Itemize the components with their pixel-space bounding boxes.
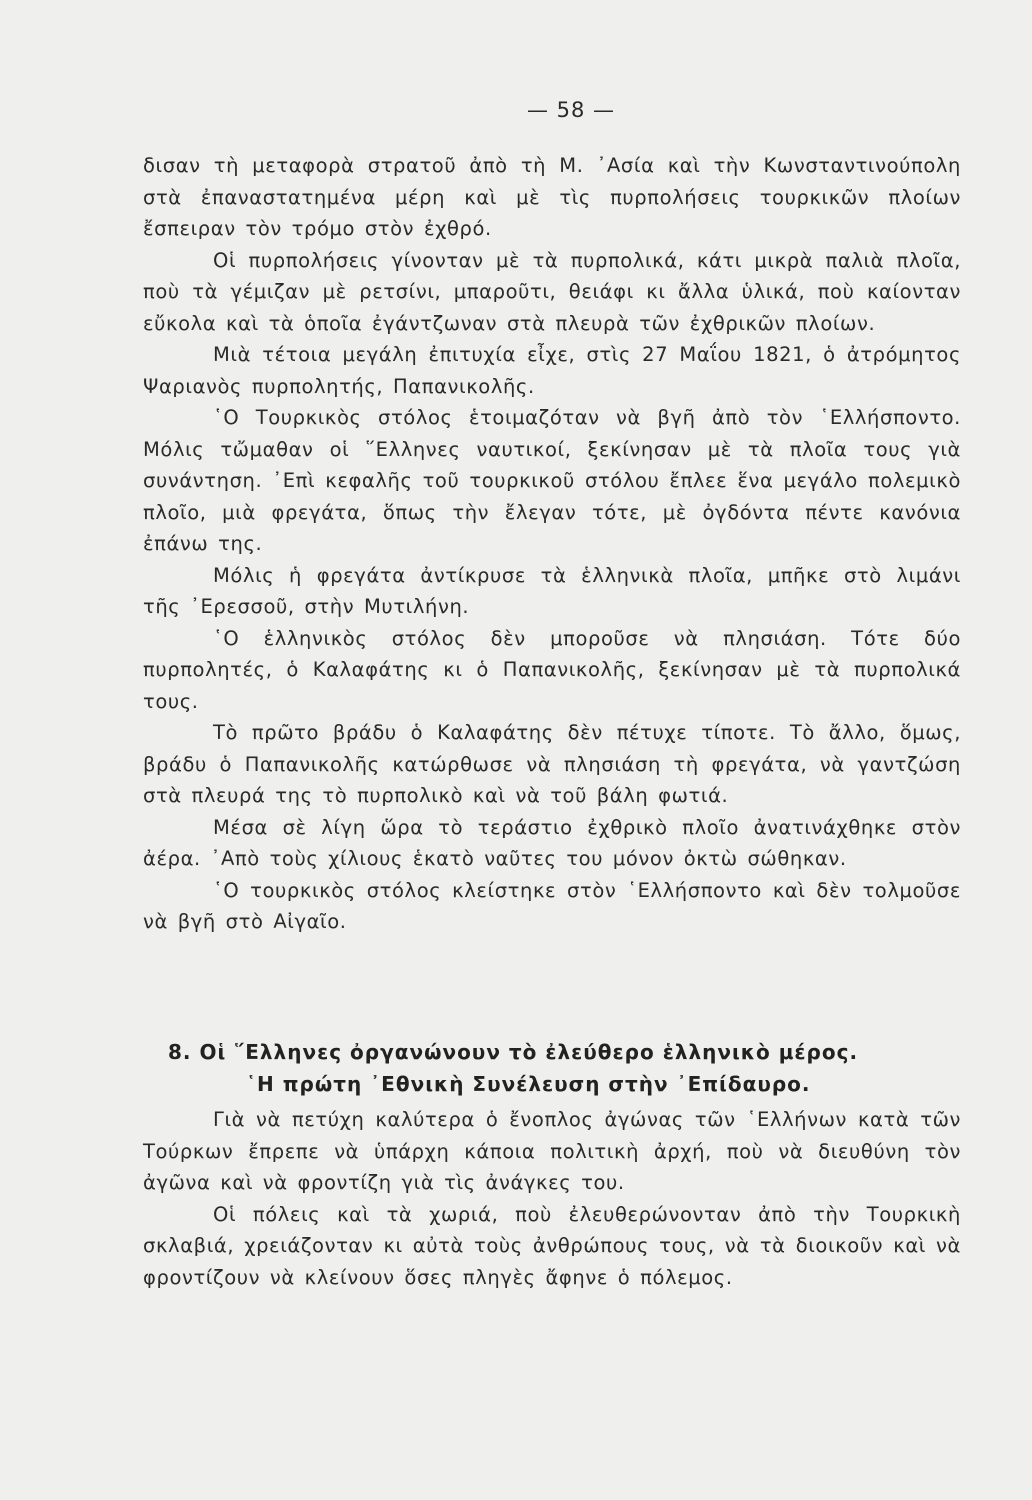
paragraph: Μέσα σὲ λίγη ὥρα τὸ τεράστιο ἐχθρικὸ πλοῖο ἀνατινάχθηκε στὸν ἀέρα. ᾿Απὸ τοὺς χίλιους ἑκατὸ ναῦτες του μόνον ὀκτὼ σώθηκαν. [143,815,961,870]
paragraph: ῾Ο τουρκικὸς στόλος κλείστηκε στὸν ῾Ελλήσποντο καὶ δὲν τολμοῦσε νὰ βγῆ στὸ Αἰγαῖο. [143,878,961,933]
paragraph: Μιὰ τέτοια μεγάλη ἐπιτυχία εἶχε, στὶς 27 Μαΐου 1821, ὁ ἀτρόμητος Ψαριανὸς πυρπολητής, Παπανικολῆς. [143,343,961,398]
section-heading-line-2: ῾Η πρώτη ᾿Εθνικὴ Συνέλευση στὴν ᾿Επίδαυρο. [246,1072,811,1096]
paragraph: ῾Ο ἑλληνικὸς στόλος δὲν μποροῦσε νὰ πλησιάση. Τότε δύο πυρπολητές, ὁ Καλαφάτης κι ὁ Παπανικολῆς, ξεκίνησαν μὲ τὰ πυρπολικά τους. [143,626,961,713]
section-heading-line-1: 8. Οἱ ῞Ελληνες ὀργανώνουν τὸ ἐλεύθερο ἑλληνικὸ μέρος. [168,1040,859,1064]
text-block-bottom [143,1104,961,1293]
paragraph: Μόλις ἡ φρεγάτα ἀντίκρυσε τὰ ἑλληνικὰ πλοῖα, μπῆκε στὸ λιμάνι τῆς ᾿Ερεσσοῦ, στὴν Μυτιλήνη. [143,563,961,618]
paragraph: Οἱ πυρπολήσεις γίνονταν μὲ τὰ πυρπολικά, κάτι μικρὰ παλιὰ πλοῖα, ποὺ τὰ γέμιζαν μὲ ρετσίνι, μπαροῦτι, θειάφι κι ἄλλα ὑλικά, ποὺ καίονταν εὔκολα καὶ τὰ ὁποῖα ἐγάντζωναν στὰ πλευρὰ τῶν ἐχθρικῶν πλοίων. [143,248,961,335]
section-heading [168,1036,968,1100]
page-number: — 58 — [526,98,616,122]
paragraph: ῾Ο Τουρκικὸς στόλος ἑτοιμαζόταν νὰ βγῆ ἀπὸ τὸν ῾Ελλήσποντο. Μόλις τὤμαθαν οἱ ῞Ελληνες ναυτικοί, ξεκίνησαν μὲ τὰ πλοῖα τους γιὰ συνάντηση. ᾿Επὶ κεφαλῆς τοῦ τουρκικοῦ στόλου ἔπλεε ἕνα μεγάλο πολεμικὸ πλοῖο, μιὰ φρεγάτα, ὅπως τὴν ἔλεγαν τότε, μὲ ὀγδόντα πέντε κανόνια ἐπάνω της. [143,406,961,555]
paragraph: Γιὰ νὰ πετύχη καλύτερα ὁ ἔνοπλος ἀγώνας τῶν ῾Ελλήνων κατὰ τῶν Τούρκων ἔπρεπε νὰ ὑπάρχη κάποια πολιτικὴ ἀρχή, ποὺ νὰ διευθύνη τὸν ἀγῶνα καὶ νὰ φροντίζη γιὰ τὶς ἀνάγκες του. [143,1108,961,1194]
paragraph: Οἱ πόλεις καὶ τὰ χωριά, ποὺ ἐλευθερώνονταν ἀπὸ τὴν Τουρκικὴ σκλαβιά, χρειάζονταν κι αὐτὰ τοὺς ἀνθρώπους τους, νὰ τὰ διοικοῦν καὶ νὰ φροντίζουν νὰ κλείνουν ὅσες πληγὲς ἄφηνε ὁ πόλεμος. [143,1202,961,1289]
text-block-top [143,150,961,938]
paragraph: δισαν τὴ μεταφορὰ στρατοῦ ἀπὸ τὴ Μ. ᾿Ασία καὶ τὴν Κωνσταντινούπολη στὰ ἐπαναστατημένα μέρη καὶ μὲ τὶς πυρπολήσεις τουρκικῶν πλοίων ἔσπειραν τὸν τρόμο στὸν ἐχθρό. [143,154,961,240]
paragraph: Τὸ πρῶτο βράδυ ὁ Καλαφάτης δὲν πέτυχε τίποτε. Τὸ ἄλλο, ὅμως, βράδυ ὁ Παπανικολῆς κατώρθωσε νὰ πλησιάση τὴ φρεγάτα, νὰ γαντζώση στὰ πλευρά της τὸ πυρπολικὸ καὶ νὰ τοῦ βάλη φωτιά. [143,721,961,807]
